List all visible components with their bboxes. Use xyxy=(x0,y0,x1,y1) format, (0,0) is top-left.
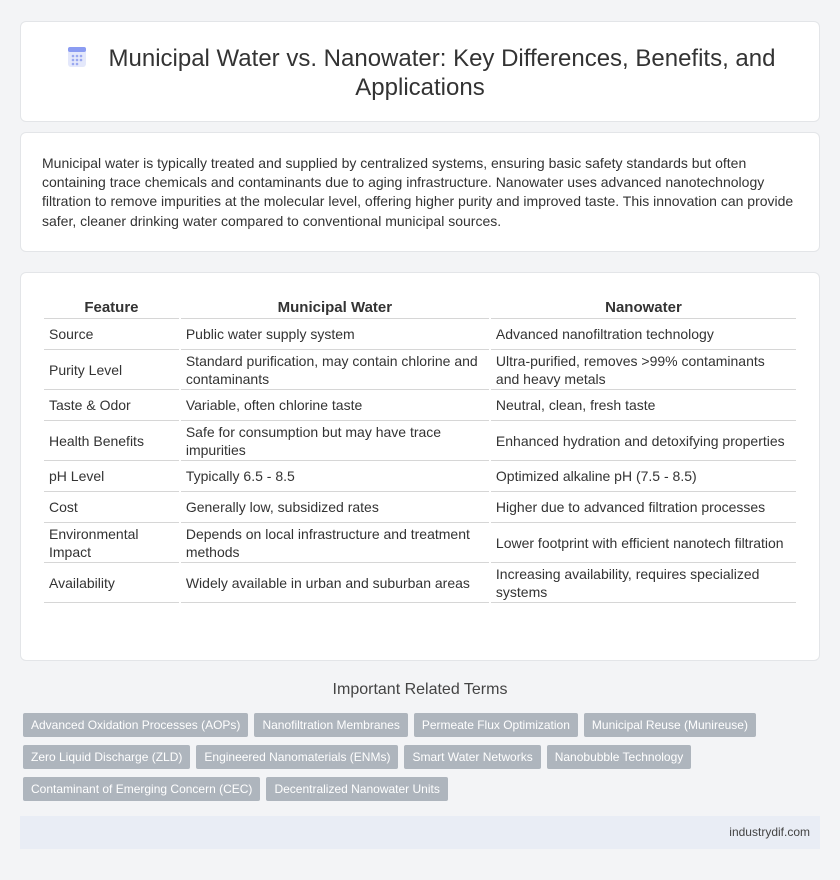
row-feature: Taste & Odor xyxy=(44,390,179,421)
term-tag[interactable]: Nanofiltration Membranes xyxy=(254,713,407,737)
term-tag[interactable]: Permeate Flux Optimization xyxy=(414,713,578,737)
term-tag[interactable]: Zero Liquid Discharge (ZLD) xyxy=(23,745,190,769)
table-row xyxy=(44,492,796,523)
row-municipal: Variable, often chlorine taste xyxy=(181,390,489,421)
footer xyxy=(20,816,820,849)
header-nanowater: Nanowater xyxy=(491,297,796,319)
table-row xyxy=(44,319,796,350)
row-nanowater: Optimized alkaline pH (7.5 - 8.5) xyxy=(491,461,796,492)
table-row xyxy=(44,350,796,390)
term-tag[interactable]: Nanobubble Technology xyxy=(547,745,692,769)
term-tag[interactable]: Municipal Reuse (Munireuse) xyxy=(584,713,756,737)
terms-row xyxy=(23,713,783,737)
terms-row xyxy=(23,777,783,801)
row-nanowater: Lower footprint with efficient nanotech filtration xyxy=(491,523,796,563)
page-title: Municipal Water vs. Nanowater: Key Differences, Benefits, and Applications xyxy=(108,45,776,101)
term-tag[interactable]: Engineered Nanomaterials (ENMs) xyxy=(196,745,398,769)
term-tag[interactable]: Smart Water Networks xyxy=(404,745,540,769)
row-municipal: Typically 6.5 - 8.5 xyxy=(181,461,489,492)
related-terms-heading: Important Related Terms xyxy=(332,681,508,698)
term-tag[interactable]: Contaminant of Emerging Concern (CEC) xyxy=(23,777,260,801)
row-municipal: Depends on local infrastructure and treatment methods xyxy=(181,523,489,563)
related-terms-list xyxy=(23,713,783,809)
term-tag[interactable]: Advanced Oxidation Processes (AOPs) xyxy=(23,713,248,737)
header-feature: Feature xyxy=(44,297,179,319)
row-nanowater: Increasing availability, requires specialized systems xyxy=(491,563,796,603)
row-feature: Cost xyxy=(44,492,179,523)
table-row xyxy=(44,461,796,492)
row-feature: Availability xyxy=(44,563,179,603)
row-feature: Health Benefits xyxy=(44,421,179,461)
row-feature: Purity Level xyxy=(44,350,179,390)
title-card xyxy=(20,21,820,122)
table-row xyxy=(44,390,796,421)
table-row xyxy=(44,523,796,563)
row-municipal: Generally low, subsidized rates xyxy=(181,492,489,523)
row-feature: Environmental Impact xyxy=(44,523,179,563)
row-nanowater: Neutral, clean, fresh taste xyxy=(491,390,796,421)
row-municipal: Standard purification, may contain chlorine and contaminants xyxy=(181,350,489,390)
intro-card xyxy=(20,132,820,252)
intro-paragraph: Municipal water is typically treated and supplied by centralized systems, ensuring basic safety standards but often containing trace chemicals and contaminants due to aging infrastructure. Nanowater uses advanced nanotechnology filtration to remove impurities at the molecular level, offering higher purity and improved taste. This innovation can provide safer, cleaner drinking water compared to conventional municipal sources. xyxy=(42,155,794,229)
row-nanowater: Advanced nanofiltration technology xyxy=(491,319,796,350)
row-municipal: Safe for consumption but may have trace impurities xyxy=(181,421,489,461)
comparison-table xyxy=(42,297,798,603)
row-municipal: Widely available in urban and suburban areas xyxy=(181,563,489,603)
terms-row xyxy=(23,745,783,769)
row-feature: pH Level xyxy=(44,461,179,492)
page-title-wrap xyxy=(61,44,779,102)
table-row xyxy=(44,421,796,461)
row-nanowater: Higher due to advanced filtration processes xyxy=(491,492,796,523)
row-feature: Source xyxy=(44,319,179,350)
term-tag[interactable]: Decentralized Nanowater Units xyxy=(266,777,447,801)
document-grid-icon xyxy=(65,45,89,69)
table-header-row xyxy=(44,297,796,319)
table-row xyxy=(44,563,796,603)
footer-site-link[interactable]: industrydif.com xyxy=(729,825,810,839)
comparison-table-card xyxy=(20,272,820,661)
row-nanowater: Ultra-purified, removes >99% contaminants and heavy metals xyxy=(491,350,796,390)
row-municipal: Public water supply system xyxy=(181,319,489,350)
header-municipal-water: Municipal Water xyxy=(181,297,489,319)
row-nanowater: Enhanced hydration and detoxifying properties xyxy=(491,421,796,461)
